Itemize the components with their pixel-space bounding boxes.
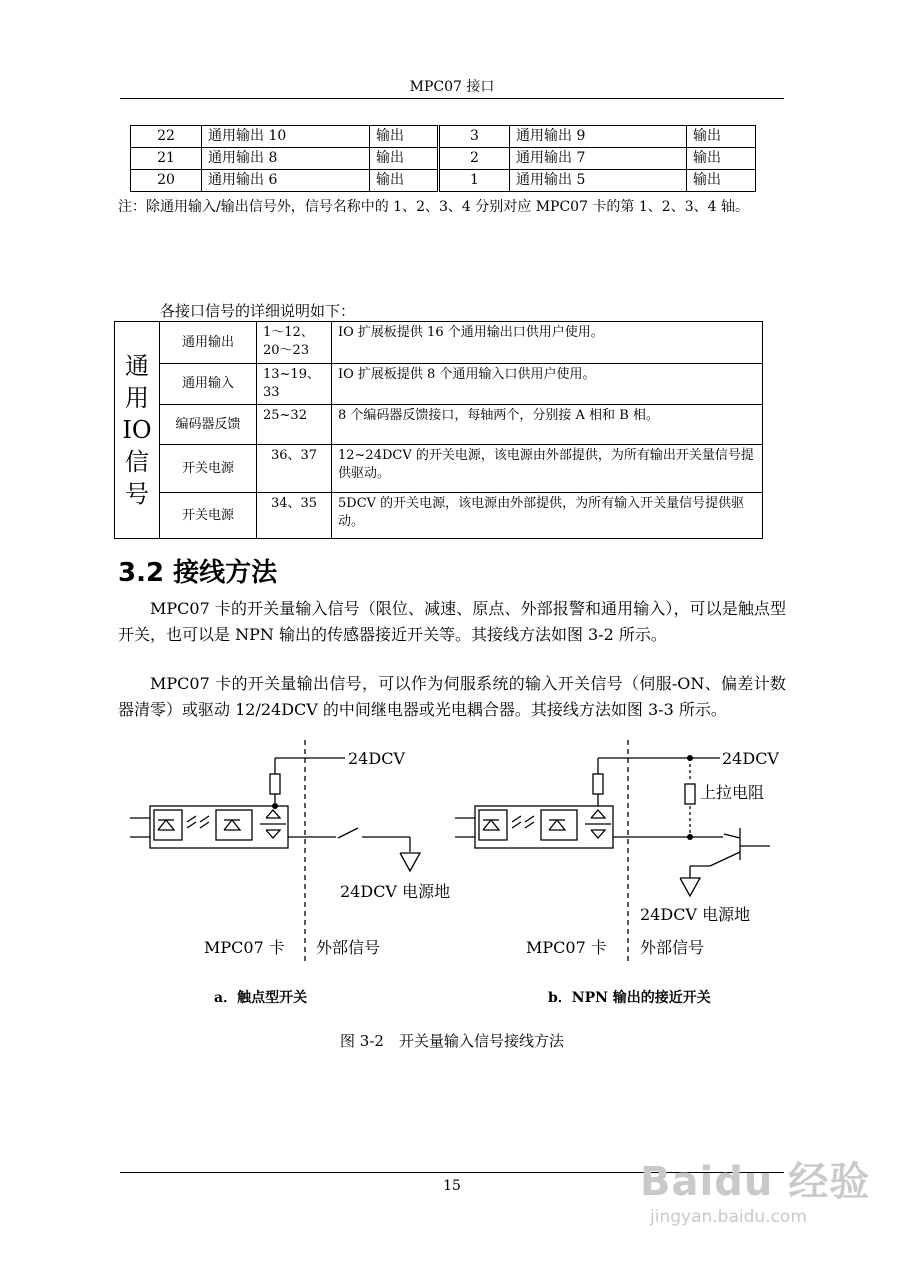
group-char: IO	[122, 416, 152, 444]
watermark-brand: Baidu 经验	[640, 1159, 871, 1205]
signal-name: 通用输出 5	[510, 170, 687, 192]
ground-symbol	[400, 853, 420, 871]
signal-name: 通用输出 7	[510, 148, 687, 170]
signal-direction: 输出	[687, 126, 756, 148]
page-header-title: MPC07 接口	[409, 79, 495, 95]
signal-description: IO 扩展板提供 16 个通用输出口供用户使用。	[332, 322, 763, 364]
right-card-label: MPC07 卡	[526, 938, 607, 957]
signal-description: IO 扩展板提供 8 个通用输入口供用户使用。	[332, 364, 763, 405]
page-number: 15	[443, 1178, 461, 1194]
pin-number: 22	[131, 126, 202, 148]
signal-pins: 36、37	[257, 445, 332, 493]
signal-name: 开关电源	[160, 445, 257, 493]
signal-direction: 输出	[687, 148, 756, 170]
signal-name: 通用输出 6	[202, 170, 370, 192]
signal-direction: 输出	[370, 170, 439, 192]
pin-number: 20	[131, 170, 202, 192]
intro-text: 各接口信号的详细说明如下：	[160, 302, 356, 320]
resistor	[593, 774, 603, 794]
signal-pins: 25~32	[257, 405, 332, 445]
signal-description: 5DCV 的开关电源，该电源由外部提供，为所有输入开关量信号提供驱动。	[332, 493, 763, 539]
signal-description: 12~24DCV 的开关电源，该电源由外部提供，为所有输出开关量信号提供驱动。	[332, 445, 763, 493]
section-title: 3.2 接线方法	[118, 558, 278, 588]
paragraph: MPC07 卡的开关量输出信号，可以作为伺服系统的输入开关信号（伺服-ON、偏差计数器清零）或驱动 12/24DCV 的中间继电器或光电耦合器。其接线方法如图 3-3 所示。	[118, 674, 786, 719]
signal-name: 通用输出	[160, 322, 257, 364]
signal-name: 通用输出 9	[510, 126, 687, 148]
signal-name: 编码器反馈	[160, 405, 257, 445]
pins-line: 13~19、	[263, 367, 320, 382]
signal-name: 通用输出 10	[202, 126, 370, 148]
paragraph: MPC07 卡的开关量输入信号（限位、减速、原点、外部报警和通用输入），可以是触点型开关，也可以是 NPN 输出的传感器接近开关等。其接线方法如图 3-2 所示。	[118, 599, 786, 644]
pin-number: 2	[439, 148, 510, 170]
table-note: 注：除通用输入/输出信号外，信号名称中的 1、2、3、4 分别对应 MPC07 卡的第 1、2、3、4 轴。	[118, 199, 749, 215]
group-char: 信	[125, 448, 149, 476]
left-card-label: MPC07 卡	[204, 938, 285, 957]
pins-line: 20～23	[263, 343, 310, 358]
signal-description: 8 个编码器反馈接口，每轴两个，分别接 A 相和 B 相。	[332, 405, 763, 445]
pin-number: 3	[439, 126, 510, 148]
contact-switch	[338, 828, 358, 838]
right-circuit	[455, 740, 770, 962]
left-ground-label: 24DCV 电源地	[340, 882, 451, 901]
figure-caption: 图 3-2 开关量输入信号接线方法	[340, 1032, 564, 1050]
subfigure-b-caption: b．NPN 输出的接近开关	[548, 990, 711, 1006]
right-power-label: 24DCV	[722, 749, 779, 768]
left-external-label: 外部信号	[316, 938, 381, 957]
npn-transistor	[724, 834, 740, 838]
signal-direction: 输出	[370, 148, 439, 170]
left-circuit	[130, 740, 420, 962]
junction-dot	[272, 803, 278, 809]
subfigure-a-caption: a．触点型开关	[214, 990, 308, 1006]
signal-direction: 输出	[370, 126, 439, 148]
group-char: 用	[125, 384, 149, 412]
pullup-resistor	[685, 784, 695, 804]
watermark-url: jingyan.baidu.com	[650, 1207, 807, 1227]
watermark	[640, 1150, 870, 1227]
signal-name: 开关电源	[160, 493, 257, 539]
right-ground-label: 24DCV 电源地	[640, 905, 751, 924]
junction-dot	[687, 834, 693, 840]
pins-line: 33	[263, 385, 280, 400]
right-external-label: 外部信号	[640, 938, 705, 957]
signal-name: 通用输入	[160, 364, 257, 405]
optocoupler-box	[475, 806, 613, 848]
signal-name: 通用输出 8	[202, 148, 370, 170]
pin-number: 21	[131, 148, 202, 170]
signal-direction: 输出	[687, 170, 756, 192]
group-char: 通	[125, 352, 149, 380]
pin-number: 1	[439, 170, 510, 192]
pullup-label: 上拉电阻	[700, 783, 765, 802]
optocoupler-box	[150, 806, 288, 848]
signal-pins: 34、35	[257, 493, 332, 539]
left-power-label: 24DCV	[348, 749, 405, 768]
group-char: 号	[125, 480, 149, 508]
resistor	[270, 774, 280, 794]
pins-line: 1～12、	[263, 325, 314, 340]
ground-symbol	[680, 878, 700, 896]
junction-dot	[687, 755, 693, 761]
